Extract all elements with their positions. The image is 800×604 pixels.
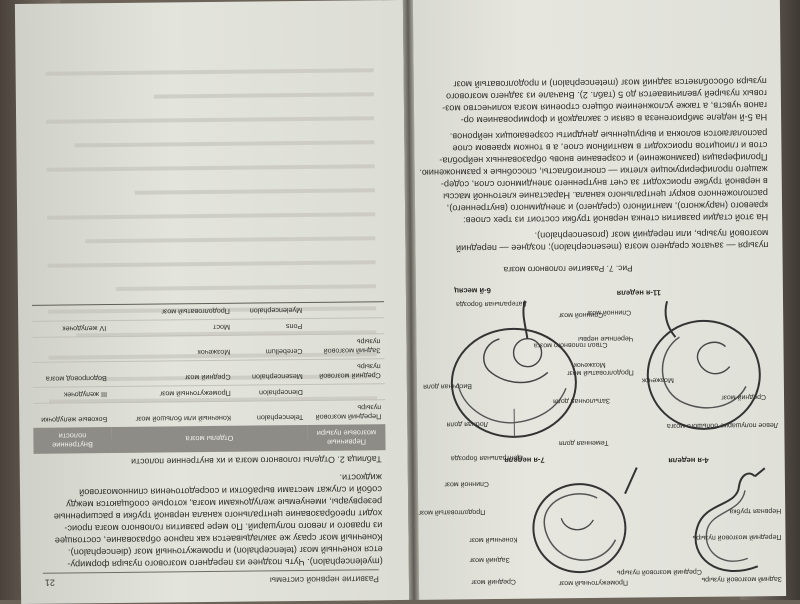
bleed-through-line (116, 284, 376, 291)
table-cell: Telencephalon (235, 400, 307, 425)
bleed-through-line (47, 212, 375, 219)
right-text-line: На этой стадии развития стенка нервной трубки состоит из трех слоев: (463, 212, 769, 226)
bleed-through-line (46, 116, 374, 123)
left-text-line: ходит преобразование центрального канала нервной трубки в расширенные (53, 508, 383, 522)
figure-label: Центральная борозда (450, 453, 523, 462)
bleed-through-line (85, 236, 375, 243)
table-cell: Мост (110, 319, 234, 336)
right-text-line: говых пузырей увеличивается до 5 (табл. 2). Вначале из заднего мозгового (446, 88, 767, 102)
left-text-line: ется конечный мозг (telencephalon) и промежуточный мозг (diencephalon). (67, 544, 383, 558)
open-book (15, 0, 786, 604)
right-text-line: пузыря обособляется задний мозг (metencephalon) и продолговатый мозг (453, 76, 767, 90)
figure-week-label: 6-й месяц (454, 286, 491, 296)
figure-label: Промежуточный мозг (558, 578, 629, 587)
table-cell: Боковые желудочки (33, 403, 111, 428)
bleed-through-line (135, 188, 375, 195)
figure-label: Мозжечок (573, 360, 606, 369)
table-cell: Mesencephalon (234, 359, 306, 385)
bleed-through-line (47, 164, 375, 171)
figure-label: Затылочная доля (553, 396, 611, 405)
table-header-divisions: Отделы мозга (111, 425, 307, 453)
figure-label: Конечный мозг (469, 535, 518, 544)
left-text-line: из правого и левого полушарий. По мере развития головного мозга проис- (64, 520, 383, 534)
figure-label: Черепные нервы (578, 334, 634, 343)
figure-label: Средний мозговой пузырь (616, 567, 702, 576)
table-cell (306, 302, 384, 319)
bleed-through-line (74, 140, 374, 147)
figure-label: Продолговатый мозг (567, 368, 634, 377)
left-text-line: резервуары, именуемые желудочками мозга, которые сообщаются между (66, 496, 383, 510)
sketch-week7-embryo-brain (515, 459, 646, 590)
table-row (33, 359, 385, 388)
table-title: Таблица 2. Отделы головного мозга и их внутренние полости (131, 454, 382, 467)
table-cell (32, 337, 110, 363)
table-cell: Промежуточный мозг (111, 385, 235, 402)
left-text-line: (myelencephalon). Чуть позднее из переднего мозгового пузыря формиру- (67, 556, 383, 570)
figure-label: Височная доля (423, 382, 472, 390)
left-text-line: жидкости. (339, 472, 382, 483)
table-cell (306, 318, 384, 335)
table-cell (307, 384, 385, 401)
table-header-cavities: Внутренние полости (33, 427, 111, 454)
figure-label: Средний мозг (471, 577, 516, 586)
figure-label: Лобная доля (446, 420, 489, 428)
left-page-content (15, 0, 409, 604)
right-text-line: стов и глиоцитов происходит в мантийном слое, а в тонком краевом слое (452, 140, 768, 154)
bleed-through-line (46, 68, 374, 75)
bleed-through-line (154, 92, 374, 98)
table-header-primary: Первичные мозговые пузыри (307, 424, 385, 451)
figure-caption: Рис. 7. Развитие головного мозга (503, 263, 633, 275)
figure-label: Нервная трубка (729, 507, 782, 515)
table-row (32, 334, 384, 363)
figure-label: Латеральная борозда (455, 299, 528, 308)
table-cell: Средний мозг (111, 360, 235, 386)
right-page-content (413, 0, 786, 600)
table-row (33, 400, 385, 428)
left-text-line: Конечный мозг сразу же закладывается как парное образование, состоящее (54, 532, 383, 546)
table-cell: Diencephalon (235, 384, 307, 401)
right-text-line: Пролиферация (размножение) и созревание вновь образованных нейробла- (439, 152, 768, 166)
figure-week-label: 7-я неделя (504, 455, 545, 465)
figure-label: Левое полушарие большого мозга (666, 421, 779, 430)
figure-label: Ствол головного мозга (533, 340, 608, 349)
figure-label: Спинной мозг (558, 310, 604, 319)
table-cell: Cerebellum (234, 334, 306, 360)
right-text-line: жащего пролиферирующие клетки — спонгиобласты, способные к размножению. (419, 164, 768, 178)
sketch-week11-fetal-brain (635, 296, 776, 437)
figure-label: Спинной мозг (586, 308, 632, 317)
table-cell: Мозжечок (110, 335, 234, 361)
figure-label: Средний мозг (721, 393, 767, 401)
page-number: 21 (44, 577, 56, 588)
right-text-line: расположенного вокруг центрального канала. Нарастание клеточной массы (443, 188, 768, 202)
table-cell: Конечный или большой мозг (111, 401, 235, 427)
left-page (15, 0, 409, 604)
right-text-line: в нервной трубке происходит за счет внутреннего эпендимного слоя, содер- (440, 176, 768, 190)
figure-label: Мозжечок (641, 376, 674, 384)
figure-week-label: 11-я неделя (616, 288, 661, 298)
table-cell: Передний мозговой пузырь (307, 400, 385, 425)
figure-label: Продолговатый мозг (418, 508, 486, 516)
table-cell: III желудочек (33, 387, 111, 404)
figure-label: Задний мозговой пузырь (701, 575, 782, 583)
right-text-line: мозговой пузырь, или передний мозг (prosencephalon). (534, 228, 769, 241)
left-text-line: собой и служат местами выработки и сосредоточения спинномозговой (79, 484, 383, 498)
table-cell: IV желудочек (32, 321, 110, 338)
table-cell: Средний мозговой пузырь (307, 359, 385, 385)
right-text-line: краевого (наружного), мантийного (среднего) и эпендимного (внутреннего), (446, 200, 769, 214)
figure-label: Передний мозговой пузырь (692, 533, 782, 541)
table-cell: Водопровод мозга (33, 362, 111, 388)
figure-week-label: 4-я неделя (668, 455, 709, 466)
right-text-line: располагаются волокна и вырущенные дендриты созревающих нейронов. (449, 128, 768, 142)
table-cell: Продолговатый мозг (110, 303, 234, 320)
figure-label: Теменная доля (558, 438, 609, 447)
table-cell: Pons (234, 318, 306, 335)
bleed-through-line (48, 260, 376, 267)
right-text-line: На 5-й неделе эмбриогенеза в связи с закладкой и формированием ор- (460, 112, 768, 126)
table-cell (32, 305, 110, 322)
table-cell: Задний мозговой пузырь (306, 334, 384, 360)
figure-label: Спинной мозг (444, 480, 489, 488)
brain-divisions-table (32, 301, 386, 454)
right-text-line: ганов чувств, а также усложнением общего строения мозга количество моз- (442, 100, 768, 114)
table-cell: Myelencephalon (234, 302, 306, 319)
figure-label: Задний мозг (469, 555, 510, 564)
running-header-title: Развитие нервной системы (269, 574, 379, 586)
right-text-line: пузыря — зачаток среднего мозга (mesencephalon); позднее — передний (456, 240, 769, 254)
right-page (413, 0, 786, 600)
